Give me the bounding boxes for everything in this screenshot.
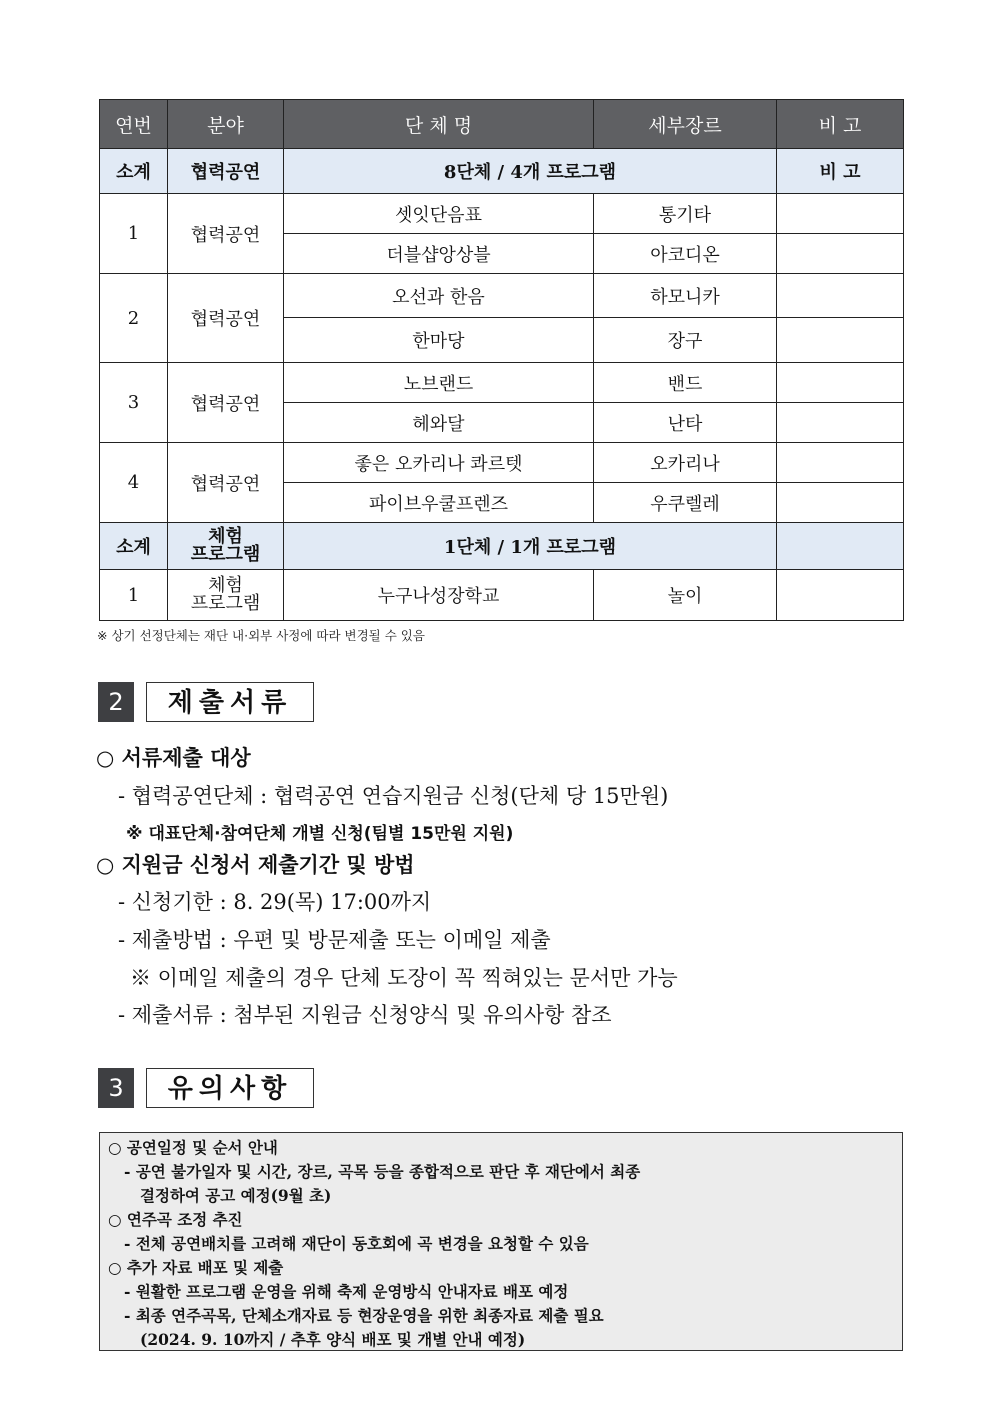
section2-note: ※ 대표단체·참여단체 개별 신청(팀별 15만원 지원) bbox=[126, 824, 514, 844]
group-remark bbox=[777, 363, 904, 403]
subtotal-field bbox=[168, 523, 284, 570]
row-no: 4 bbox=[100, 443, 168, 523]
section3-title: 유의사항 bbox=[146, 1068, 314, 1108]
row-field: 협력공연 bbox=[168, 274, 284, 363]
section2-item: - 신청기한 : 8. 29(목) 17:00까지 bbox=[118, 890, 432, 914]
group-genre: 장구 bbox=[594, 318, 777, 363]
notice-item: - 최종 연주곡목, 단체소개자료 등 현장운영을 위한 최종자료 제출 필요 bbox=[124, 1306, 604, 1325]
subtotal-label: 소계 bbox=[100, 523, 168, 570]
notice-heading: ○ 추가 자료 배포 및 제출 bbox=[108, 1258, 284, 1277]
section2-title: 제출서류 bbox=[146, 682, 314, 722]
section2-item-heading: ○ 지원금 신청서 제출기간 및 방법 bbox=[96, 852, 415, 877]
group-remark bbox=[777, 443, 904, 483]
section2-item: - 제출서류 : 첨부된 지원금 신청양식 및 유의사항 참조 bbox=[118, 1003, 612, 1027]
table-header-row bbox=[100, 100, 904, 149]
group-remark bbox=[777, 194, 904, 234]
header-genre: 세부장르 bbox=[594, 100, 777, 149]
table-row bbox=[100, 570, 904, 621]
row-field bbox=[168, 570, 284, 621]
group-remark bbox=[777, 570, 904, 621]
subtotal-row bbox=[100, 523, 904, 570]
notice-item: - 원활한 프로그램 운영을 위해 축제 운영방식 안내자료 배포 예정 bbox=[124, 1282, 569, 1301]
section2-item-heading: ○ 서류제출 대상 bbox=[96, 745, 251, 770]
notice-item: (2024. 9. 10까지 / 추후 양식 배포 및 개별 안내 예정) bbox=[140, 1330, 526, 1349]
row-field: 협력공연 bbox=[168, 194, 284, 274]
group-name: 오선과 한음 bbox=[284, 274, 594, 318]
section3-number: 3 bbox=[98, 1068, 134, 1108]
table-row bbox=[100, 363, 904, 403]
subtotal-summary: 8단체 / 4개 프로그램 bbox=[284, 149, 777, 194]
group-name: 좋은 오카리나 콰르텟 bbox=[284, 443, 594, 483]
subtotal-field-line1: 체험 bbox=[208, 526, 243, 547]
section2-item: - 협력공연단체 : 협력공연 연습지원금 신청(단체 당 15만원) bbox=[118, 784, 669, 808]
row-field-line1: 체험 bbox=[208, 575, 243, 596]
group-name: 노브랜드 bbox=[284, 363, 594, 403]
group-remark bbox=[777, 234, 904, 274]
selected-groups-table bbox=[99, 99, 904, 621]
notice-box bbox=[99, 1132, 903, 1351]
subtotal-field-line2: 프로그램 bbox=[190, 544, 261, 565]
subtotal-field: 협력공연 bbox=[168, 149, 284, 194]
group-genre: 놀이 bbox=[594, 570, 777, 621]
row-no: 1 bbox=[100, 194, 168, 274]
row-field: 협력공연 bbox=[168, 443, 284, 523]
group-name: 파이브우쿨프렌즈 bbox=[284, 483, 594, 523]
subtotal-label: 소계 bbox=[100, 149, 168, 194]
row-field-line2: 프로그램 bbox=[190, 593, 261, 614]
header-no: 연번 bbox=[100, 100, 168, 149]
table-row bbox=[100, 274, 904, 318]
notice-heading: ○ 공연일정 및 순서 안내 bbox=[108, 1138, 278, 1157]
notice-item: 결정하여 공고 예정(9월 초) bbox=[140, 1186, 332, 1205]
row-no: 2 bbox=[100, 274, 168, 363]
subtotal-row bbox=[100, 149, 904, 194]
header-field: 분야 bbox=[168, 100, 284, 149]
header-group: 단 체 명 bbox=[284, 100, 594, 149]
row-field: 협력공연 bbox=[168, 363, 284, 443]
group-genre: 오카리나 bbox=[594, 443, 777, 483]
group-genre: 아코디온 bbox=[594, 234, 777, 274]
section2-item: - 제출방법 : 우편 및 방문제출 또는 이메일 제출 bbox=[118, 928, 551, 952]
subtotal-summary: 1단체 / 1개 프로그램 bbox=[284, 523, 777, 570]
group-genre: 하모니카 bbox=[594, 274, 777, 318]
group-remark bbox=[777, 483, 904, 523]
header-remark: 비 고 bbox=[777, 100, 904, 149]
group-name: 한마당 bbox=[284, 318, 594, 363]
group-name: 헤와달 bbox=[284, 403, 594, 443]
subtotal-remark: 비 고 bbox=[777, 149, 904, 194]
group-remark bbox=[777, 318, 904, 363]
group-genre: 난타 bbox=[594, 403, 777, 443]
subtotal-remark bbox=[777, 523, 904, 570]
section2-number: 2 bbox=[98, 682, 134, 722]
group-name: 누구나성장학교 bbox=[284, 570, 594, 621]
group-genre: 밴드 bbox=[594, 363, 777, 403]
group-name: 더블샵앙상블 bbox=[284, 234, 594, 274]
notice-heading: ○ 연주곡 조정 추진 bbox=[108, 1210, 243, 1229]
section2-note: ※ 이메일 제출의 경우 단체 도장이 꼭 찍혀있는 문서만 가능 bbox=[130, 966, 678, 990]
table-row bbox=[100, 443, 904, 483]
group-name: 셋잇단음표 bbox=[284, 194, 594, 234]
group-remark bbox=[777, 274, 904, 318]
group-genre: 통기타 bbox=[594, 194, 777, 234]
table-row bbox=[100, 194, 904, 234]
group-remark bbox=[777, 403, 904, 443]
notice-item: - 공연 불가일자 및 시간, 장르, 곡목 등을 종합적으로 판단 후 재단에서 최종 bbox=[124, 1162, 641, 1181]
row-no: 3 bbox=[100, 363, 168, 443]
group-genre: 우쿠렐레 bbox=[594, 483, 777, 523]
table-note: ※ 상기 선정단체는 재단 내·외부 사정에 따라 변경될 수 있음 bbox=[97, 628, 425, 643]
row-no: 1 bbox=[100, 570, 168, 621]
notice-item: - 전체 공연배치를 고려해 재단이 동호회에 곡 변경을 요청할 수 있음 bbox=[124, 1234, 589, 1253]
